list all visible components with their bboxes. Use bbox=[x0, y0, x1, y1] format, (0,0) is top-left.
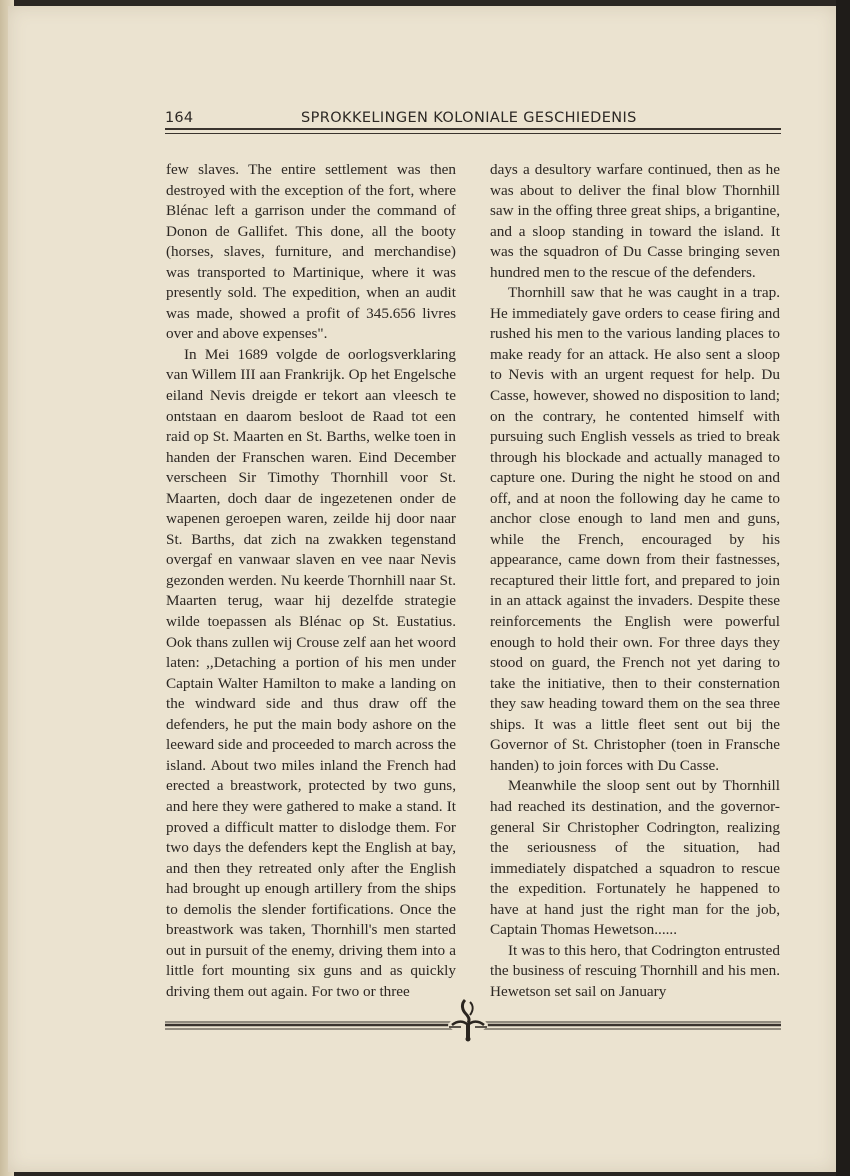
left-text-column bbox=[166, 160, 456, 1002]
footer-ornament bbox=[165, 992, 781, 1042]
header-rule-thick bbox=[165, 128, 781, 130]
running-title: SPROKKELINGEN KOLONIALE GESCHIEDENIS bbox=[301, 110, 637, 126]
anchor-ornament-icon bbox=[448, 1000, 488, 1042]
paragraph: days a desultory warfare continued, then as he was about to deliver the final blow Thornhill saw in the offing three great ships, a brigantine, and a sloop standing in toward the island. It was the squadron of Du Casse bringing seven hundred men to the rescue of the defenders. bbox=[490, 161, 780, 281]
right-text-column bbox=[490, 160, 780, 1002]
header-rule-thin bbox=[165, 133, 781, 134]
paragraph: Thornhill saw that he was caught in a trap. He immediately gave orders to cease firing and rushed his men to the various landing places to make ready for an attack. He also sent a sloop to Nevis with an urgent request for help. Du Casse, however, showed no disposition to land; on the contrary, he contented himself with pursuing such English vessels as tried to break through his blockade and actually managed to capture one. During the night he stood on and off, and at noon the following day he came to anchor close enough to land men and guns, while the French, encouraged by his appearance, came down from their fastnesses, recaptured their little fort, and prepared to join in an attack against the invaders. Despite these reinforcements the English were powerful enough to hold their own. For three days they stood on guard, the French not yet daring to take the initiative, then to their consternation they saw heading toward them on the sea three ships. It was a little fleet sent out bij the Governor of St. Christopher (toen in Fransche handen) to join forces with Du Casse. bbox=[490, 284, 780, 774]
paragraph: In Mei 1689 volgde de oorlogsverklaring van Willem III aan Frankrijk. Op het Engelsche eiland Nevis dreigde er tekort aan vleesch te ontstaan en daarom besloot de Raad tot een raid op St. Maarten en St. Barths, welke toen in handen der Franschen waren. Eind December verscheen Sir Timothy Thornhill voor St. Maarten, doch daar de ingezetenen onder de wapenen geroepen waren, zeilde hij door naar St. Barths, dat zich na zwakken tegenstand overgaf en vanwaar slaven en vee naar Nevis gezonden werden. Nu keerde Thornhill naar St. Maarten terug, waar hij dezelfde strategie wilde toepassen als Blénac op St. Eustatius. Ook thans zullen wij Crouse zelf aan het woord laten: ,,Detaching a portion of his men under Captain Walter Hamilton to make a landing on the windward side and thus draw off the defenders, he put the main body ashore on the leeward side and proceeded to march across the island. About two miles inland the French had erected a breastwork, protected by two guns, and here they were gathered to make a stand. It proved a difficult matter to dislodge them. For two days the defenders kept the English at bay, and then they retreated only after the English had brought up enough artillery from the ships to demolis the slender fortifications. Once the breastwork was taken, Thornhill's men started out in pursuit of the enemy, driving them into a little fort mounting six guns and as quickly driving them out again. For two or three bbox=[166, 345, 456, 1000]
right-background-edge bbox=[836, 0, 850, 1176]
paragraph: It was to this hero, that Codrington entrusted the business of rescuing Thornhill and his men. Hewetson set sail on January bbox=[490, 941, 780, 1000]
paragraph: Meanwhile the sloop sent out by Thornhill had reached its destination, and the governor-general Sir Christopher Codrington, realizing the seriousness of the situation, had immediately dispatched a squadron to rescue the expedition. Fortunately he happened to have at hand just the right man for the job, Captain Thomas Hewetson...... bbox=[490, 777, 780, 939]
paragraph: few slaves. The entire settlement was then destroyed with the exception of the fort, where Blénac left a garrison under the command of Donon de Gallifet. This done, all the booty (horses, slaves, furniture, and merchandise) was transported to Martinique, where it was presently sold. The expedition, when an audit was made, showed a profit of 345.656 livres over and above expenses". bbox=[166, 161, 456, 343]
page-number: 164 bbox=[165, 110, 194, 126]
